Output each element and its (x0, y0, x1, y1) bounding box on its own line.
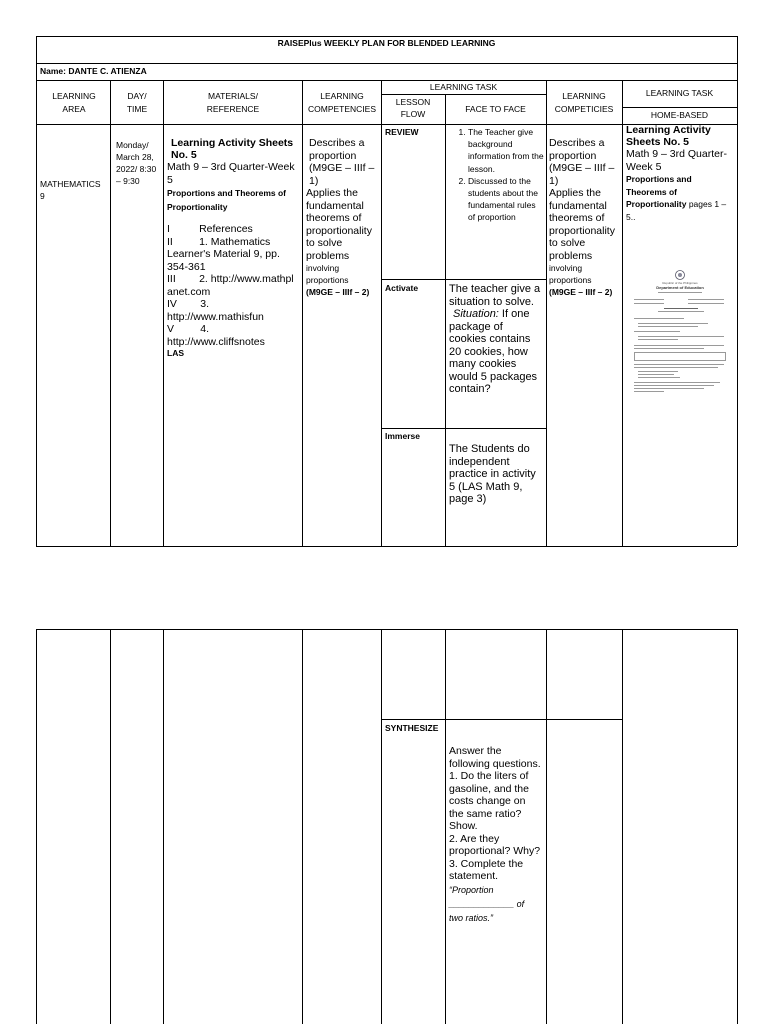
header-lesson-flow: LESSON FLOW (395, 97, 431, 119)
statement-quote-start: “Proportion (449, 884, 494, 895)
immerse-label: Immerse (385, 431, 420, 441)
situation-label: Situation: (453, 308, 499, 320)
competency-2-involving: involving proportions (549, 263, 592, 285)
header-materials: MATERIALS/ REFERENCE (206, 91, 260, 114)
competency-2-applies: Applies the fundamental theorems of proportionality to solve problems (549, 187, 615, 262)
situation-text: If one package of cookies contains 20 cookies, how many cookies would 5 packages contain? (449, 308, 538, 395)
home-las-title: Learning Activity Sheets No. 5 (626, 124, 711, 148)
reference-line-1: I References (167, 223, 253, 235)
competency-applies: Applies the fundamental theorems of proportionality to solve problems (306, 187, 372, 262)
competencies-cell (306, 137, 380, 298)
activate-text: The teacher give a situation to solve. (449, 283, 541, 308)
review-item-2: 2. Discussed to the students about the fundamental rules of proportion (468, 175, 544, 224)
competency-2-describes: Describes a proportion (M9GE – IIIf – 1) (549, 137, 615, 187)
thumb-deped: Department of Education (656, 285, 704, 290)
materials-cell (167, 137, 299, 358)
activate-content (449, 283, 542, 396)
review-label: REVIEW (385, 127, 419, 137)
materials-topic: Proportions and Theorems of Proportionality (167, 188, 287, 212)
reference-line-5: V 4. http://www.cliffsnotes (167, 323, 265, 348)
competency-code: (M9GE – IIIf – 2) (306, 287, 370, 297)
reference-line-3: III 2. http://www.mathplanet.com (167, 273, 294, 298)
statement-quote-end: two ratios.” (449, 912, 494, 923)
home-topic: Proportions and Theorems of Proportionality (626, 174, 692, 209)
reference-line-2: II 1. Mathematics Learner's Material 9, pp. 354-361 (167, 235, 283, 273)
materials-las-title: Learning Activity Sheets No. 5 (171, 137, 294, 161)
plan-title: RAISEPlus WEEKLY PLAN FOR BLENDED LEARNING (277, 38, 496, 48)
header-day-time: DAY/ TIME (126, 91, 148, 114)
question-intro: Answer the following questions. (449, 745, 541, 770)
question-1: 1. Do the liters of gasoline, and the costs change on the same ratio? Show. (449, 770, 529, 832)
header-learning-task: LEARNING TASK (429, 82, 498, 92)
reference-line-4: IV 3. http://www.mathisfun (167, 298, 264, 323)
competency-involving: involving proportions (306, 263, 349, 285)
immerse-content: The Students do independent practice in activity 5 (LAS Math 9, page 3) (449, 443, 536, 505)
statement-blank: _____________ of (449, 898, 525, 909)
header-competencies: LEARNING COMPETENCIES (307, 91, 376, 114)
review-item-1: 1. The Teacher give background information from the lesson. (468, 126, 544, 175)
home-based-cell (626, 124, 734, 223)
deped-seal-icon (675, 270, 685, 280)
synthesize-label: SYNTHESIZE (385, 723, 439, 733)
materials-las: LAS (167, 348, 184, 358)
home-pages: pages 1 – 5.. (626, 199, 727, 222)
question-3: 3. Complete the statement. (449, 857, 524, 882)
competency-2-code: (M9GE – IIIf – 2) (549, 287, 613, 297)
teacher-name: Name: DANTE C. ATIENZA (40, 66, 147, 76)
competency-describes: Describes a proportion (M9GE – IIIf – 1) (309, 137, 375, 187)
synthesize-content (449, 745, 542, 925)
activity-sheet-thumbnail (628, 266, 732, 402)
materials-week: Math 9 – 3rd Quarter-Week 5 (167, 161, 295, 186)
thumb-republic: Republic of the Philippines (662, 281, 698, 285)
day-time-value: Monday/ March 28, 2022/ 8:30 – 9:30 (116, 140, 157, 186)
question-2: 2. Are they proportional? Why? (449, 832, 541, 857)
home-week: Math 9 – 3rd Quarter-Week 5 (626, 148, 727, 173)
review-content (446, 126, 544, 224)
header-learning-area: LEARNING AREA (52, 91, 96, 114)
header-home-based: HOME-BASED (650, 110, 709, 120)
learning-area-value: MATHEMATICS 9 (40, 179, 101, 201)
header-competencies-2: LEARNING COMPETICIES (554, 91, 614, 114)
header-learning-task-2: LEARNING TASK (645, 88, 714, 98)
activate-label: Activate (385, 283, 419, 293)
competencies-2-cell (549, 137, 621, 298)
header-face-to-face: FACE TO FACE (465, 104, 526, 114)
